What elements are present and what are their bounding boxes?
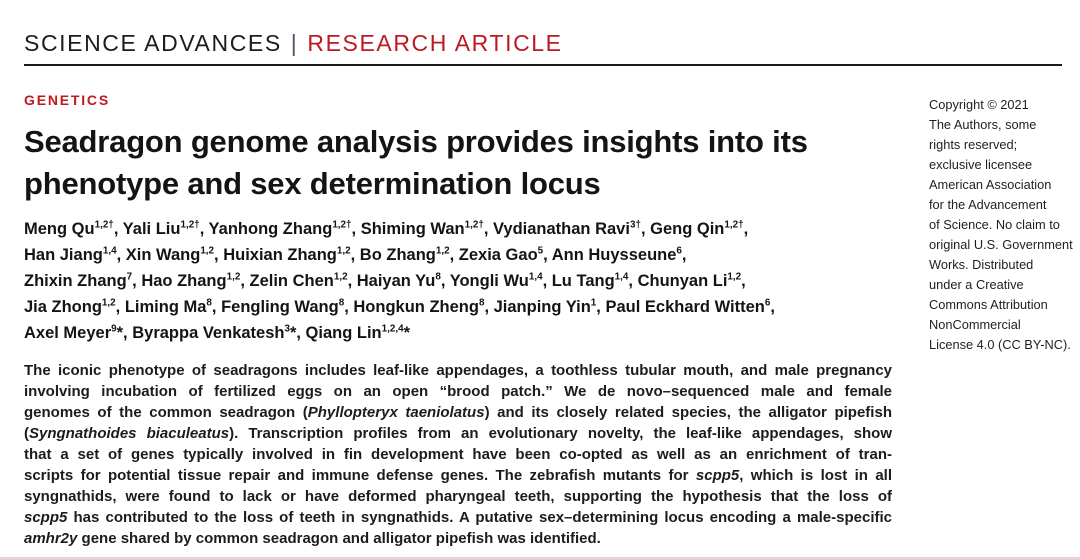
text-line: Zhixin Zhang$^7$, Hao Zhang$^{1,2}$, Zelin Chen$^{1,2}$, Haiyan Yu$^8$, Yongli Wu$^{1,4}$, Lu Tang$^{1,4}$, Chunyan Li$^{1,2}$, <box>24 271 746 290</box>
text-line: of Science. No claim to <box>929 217 1060 232</box>
text-line: (Syngnathoides biaculeatus). Transcription profiles from an evolutionary novelty, the leaf-like appendages, show <box>24 425 893 442</box>
text-line: Axel Meyer$^9$*, Byrappa Venkatesh$^3$*, Qiang Lin$^{1,2,4}$* <box>24 323 411 342</box>
text-line: for the Advancement <box>929 197 1047 212</box>
text-line: exclusive licensee <box>929 157 1033 172</box>
abstract-text <box>24 360 892 549</box>
text-line: Han Jiang$^{1,4}$, Xin Wang$^{1,2}$, Huixian Zhang$^{1,2}$, Bo Zhang$^{1,2}$, Zexia Gao$^5$, Ann Huysseune$^6$, <box>24 245 687 264</box>
text-line: scripts for potential tissue repair and immune defense genes. The zebrafish mutants for scpp5, which is lost in all <box>24 467 892 484</box>
author-list <box>24 216 924 346</box>
text-line: under a Creative <box>929 277 1024 292</box>
text-line: Works. Distributed <box>929 257 1034 272</box>
masthead-rule <box>24 64 1062 66</box>
text-line: American Association <box>929 177 1052 192</box>
text-line: NonCommercial <box>929 317 1021 332</box>
text-line: that a set of genes typically involved in fin development have been co-opted as well as an enrichment of tran- <box>24 446 892 463</box>
text-line: Copyright © 2021 <box>929 97 1029 112</box>
text-line: The Authors, some <box>929 117 1037 132</box>
copyright-notice <box>929 95 1079 355</box>
text-line: Jia Zhong$^{1,2}$, Liming Ma$^8$, Fengling Wang$^8$, Hongkun Zheng$^8$, Jianping Yin$^1$, Paul Eckhard Witten$^6$, <box>24 297 775 316</box>
text-line: Commons Attribution <box>929 297 1048 312</box>
text-line: phenotype and sex determination locus <box>24 166 601 201</box>
text-line: Meng $Qu^{1,2\dagger}$, Yali Liu$^{1,2\dagger}$, Yanhong Zhang$^{1,2\dagger}$, Shiming Wan$^{1,2\dagger}$, Vydianathan Ravi$^{3\dagger}$, Geng Qin$^{1,2\dagger}$, <box>24 219 749 238</box>
text-line: involving incubation of fertilized eggs on an open “brood patch.” We de novo–sequenced male and female <box>24 383 892 400</box>
text-line: original U.S. Government <box>929 237 1073 252</box>
journal-name: SCIENCE ADVANCES <box>24 30 282 56</box>
text-line: Seadragon genome analysis provides insights into its <box>24 124 808 159</box>
article-title <box>24 121 914 205</box>
journal-masthead <box>24 30 563 57</box>
article-type-label: RESEARCH ARTICLE <box>307 30 563 56</box>
text-line: License 4.0 (CC BY-NC). <box>929 337 1071 352</box>
masthead-divider: | <box>290 30 299 56</box>
text-line: amhr2y gene shared by common seadragon and alligator pipefish was identified. <box>24 530 601 547</box>
text-line: The iconic phenotype of seadragons includes leaf-like appendages, a toothless tubular mouth, and male pregnancy <box>24 362 892 379</box>
text-line: rights reserved; <box>929 137 1018 152</box>
text-line: syngnathids, were found to lack or have deformed pharyngeal teeth, supporting the hypothesis that the loss of <box>24 488 892 505</box>
section-label: GENETICS <box>24 92 110 108</box>
text-line: scpp5 has contributed to the loss of teeth in syngnathids. A putative sex–determining locus encoding a male-specific <box>24 509 892 526</box>
text-line: genomes of the common seadragon (Phyllopteryx taeniolatus) and its closely related species, the alligator pipefish <box>24 404 892 421</box>
